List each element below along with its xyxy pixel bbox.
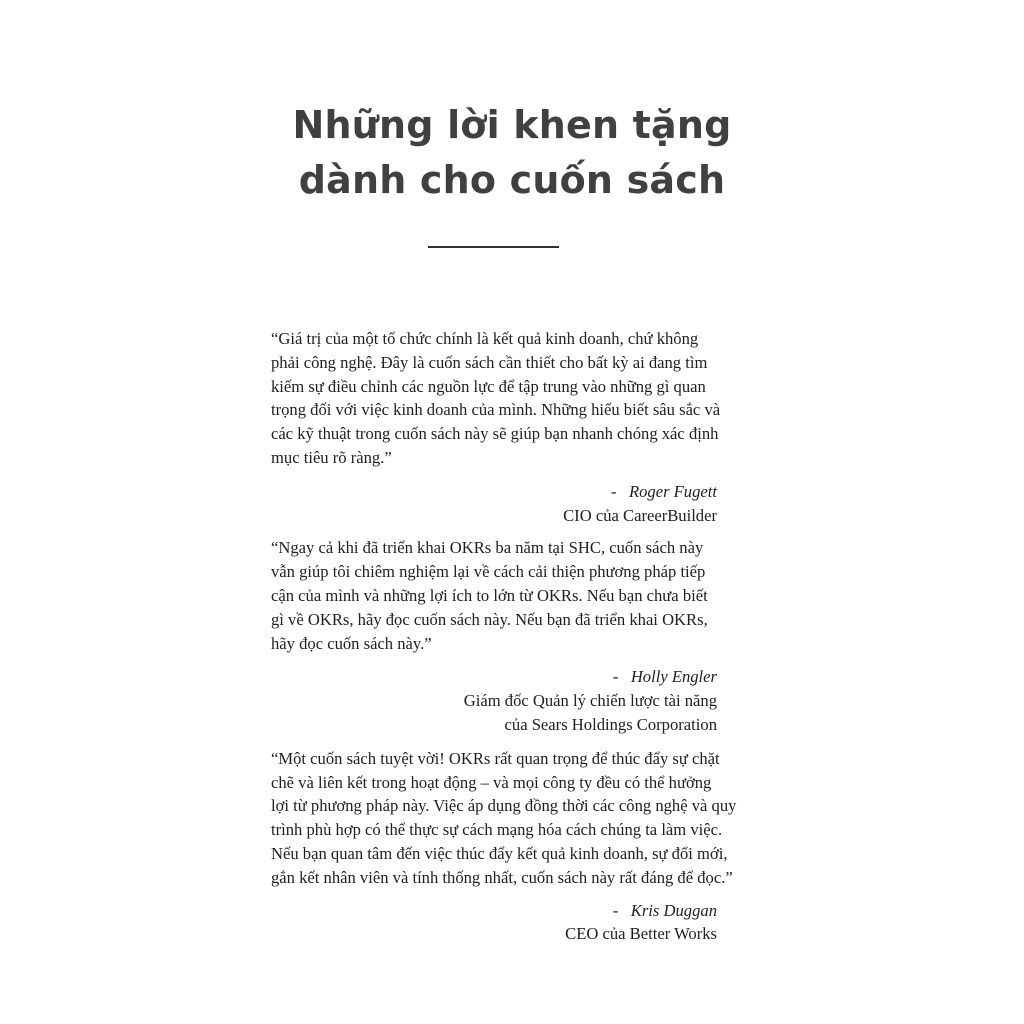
title-divider <box>428 246 559 248</box>
quote-line: các kỹ thuật trong cuốn sách này sẽ giúp bạn nhanh chóng xác định <box>271 424 719 444</box>
author-name: Roger Fugett <box>628 481 717 501</box>
quote-line: trọng đối với việc kinh doanh của mình. Những hiểu biết sâu sắc và <box>271 400 721 420</box>
author-name: Holly Engler <box>630 667 717 687</box>
quote-line: vẫn giúp tôi chiêm nghiệm lại về cách cải thiện phương pháp tiếp <box>271 562 706 582</box>
quote-line: kiếm sự điều chỉnh các nguồn lực để tập trung vào những gì quan <box>271 376 706 396</box>
author-line <box>271 480 717 504</box>
testimonial-quote-3 <box>271 747 737 890</box>
testimonial-attribution-1 <box>271 480 717 528</box>
quote-line: gì về OKRs, hãy đọc cuốn sách này. Nếu bạn đã triển khai OKRs, <box>271 609 708 629</box>
quote-line: mục tiêu rõ ràng.” <box>271 447 392 467</box>
testimonial-attribution-2 <box>271 665 717 736</box>
author-role: CEO của Better Works <box>565 924 717 944</box>
testimonial-quote-1 <box>271 327 721 470</box>
quote-line: “Một cuốn sách tuyệt vời! OKRs rất quan trọng để thúc đẩy sự chặt <box>271 748 720 768</box>
quote-line: Nếu bạn quan tâm đến việc thúc đẩy kết quả kinh doanh, sự đổi mới, <box>271 843 728 863</box>
author-role: Giám đốc Quản lý chiến lược tài năng <box>463 691 717 711</box>
quote-line: lợi từ phương pháp này. Việc áp dụng đồng thời các công nghệ và quy <box>271 796 737 816</box>
testimonial-attribution-3 <box>271 899 717 947</box>
quote-line: “Ngay cả khi đã triển khai OKRs ba năm tại SHC, cuốn sách này <box>271 538 704 558</box>
author-line <box>271 899 717 923</box>
quote-line: trình phù hợp có thể thực sự cách mạng hóa cách chúng ta làm việc. <box>271 820 723 840</box>
title-line-2: dành cho cuốn sách <box>298 158 726 202</box>
quote-line: gắn kết nhân viên và tính thống nhất, cuốn sách này rất đáng để đọc.” <box>271 867 733 887</box>
author-line <box>271 665 717 689</box>
quote-line: chẽ và liên kết trong hoạt động – và mọi công ty đều có thể hưởng <box>271 772 712 792</box>
quote-line: phải công nghệ. Đây là cuốn sách cần thiết cho bất kỳ ai đang tìm <box>271 352 708 372</box>
quote-line: “Giá trị của một tổ chức chính là kết quả kinh doanh, chứ không <box>271 329 699 348</box>
attribution-dash: - <box>612 900 619 920</box>
testimonial-quote-2 <box>271 536 717 655</box>
page-title <box>0 98 1024 208</box>
testimonials <box>271 327 737 946</box>
attribution-dash: - <box>612 667 619 687</box>
title-line-1: Những lời khen tặng <box>292 103 732 147</box>
attribution-dash: - <box>610 481 617 501</box>
quote-line: cận của mình và những lợi ích to lớn từ OKRs. Nếu bạn chưa biết <box>271 585 708 605</box>
author-name: Kris Duggan <box>630 900 717 920</box>
author-role: của Sears Holdings Corporation <box>504 714 717 734</box>
author-role: CIO của CareerBuilder <box>563 505 717 525</box>
quote-line: hãy đọc cuốn sách này.” <box>271 633 432 653</box>
